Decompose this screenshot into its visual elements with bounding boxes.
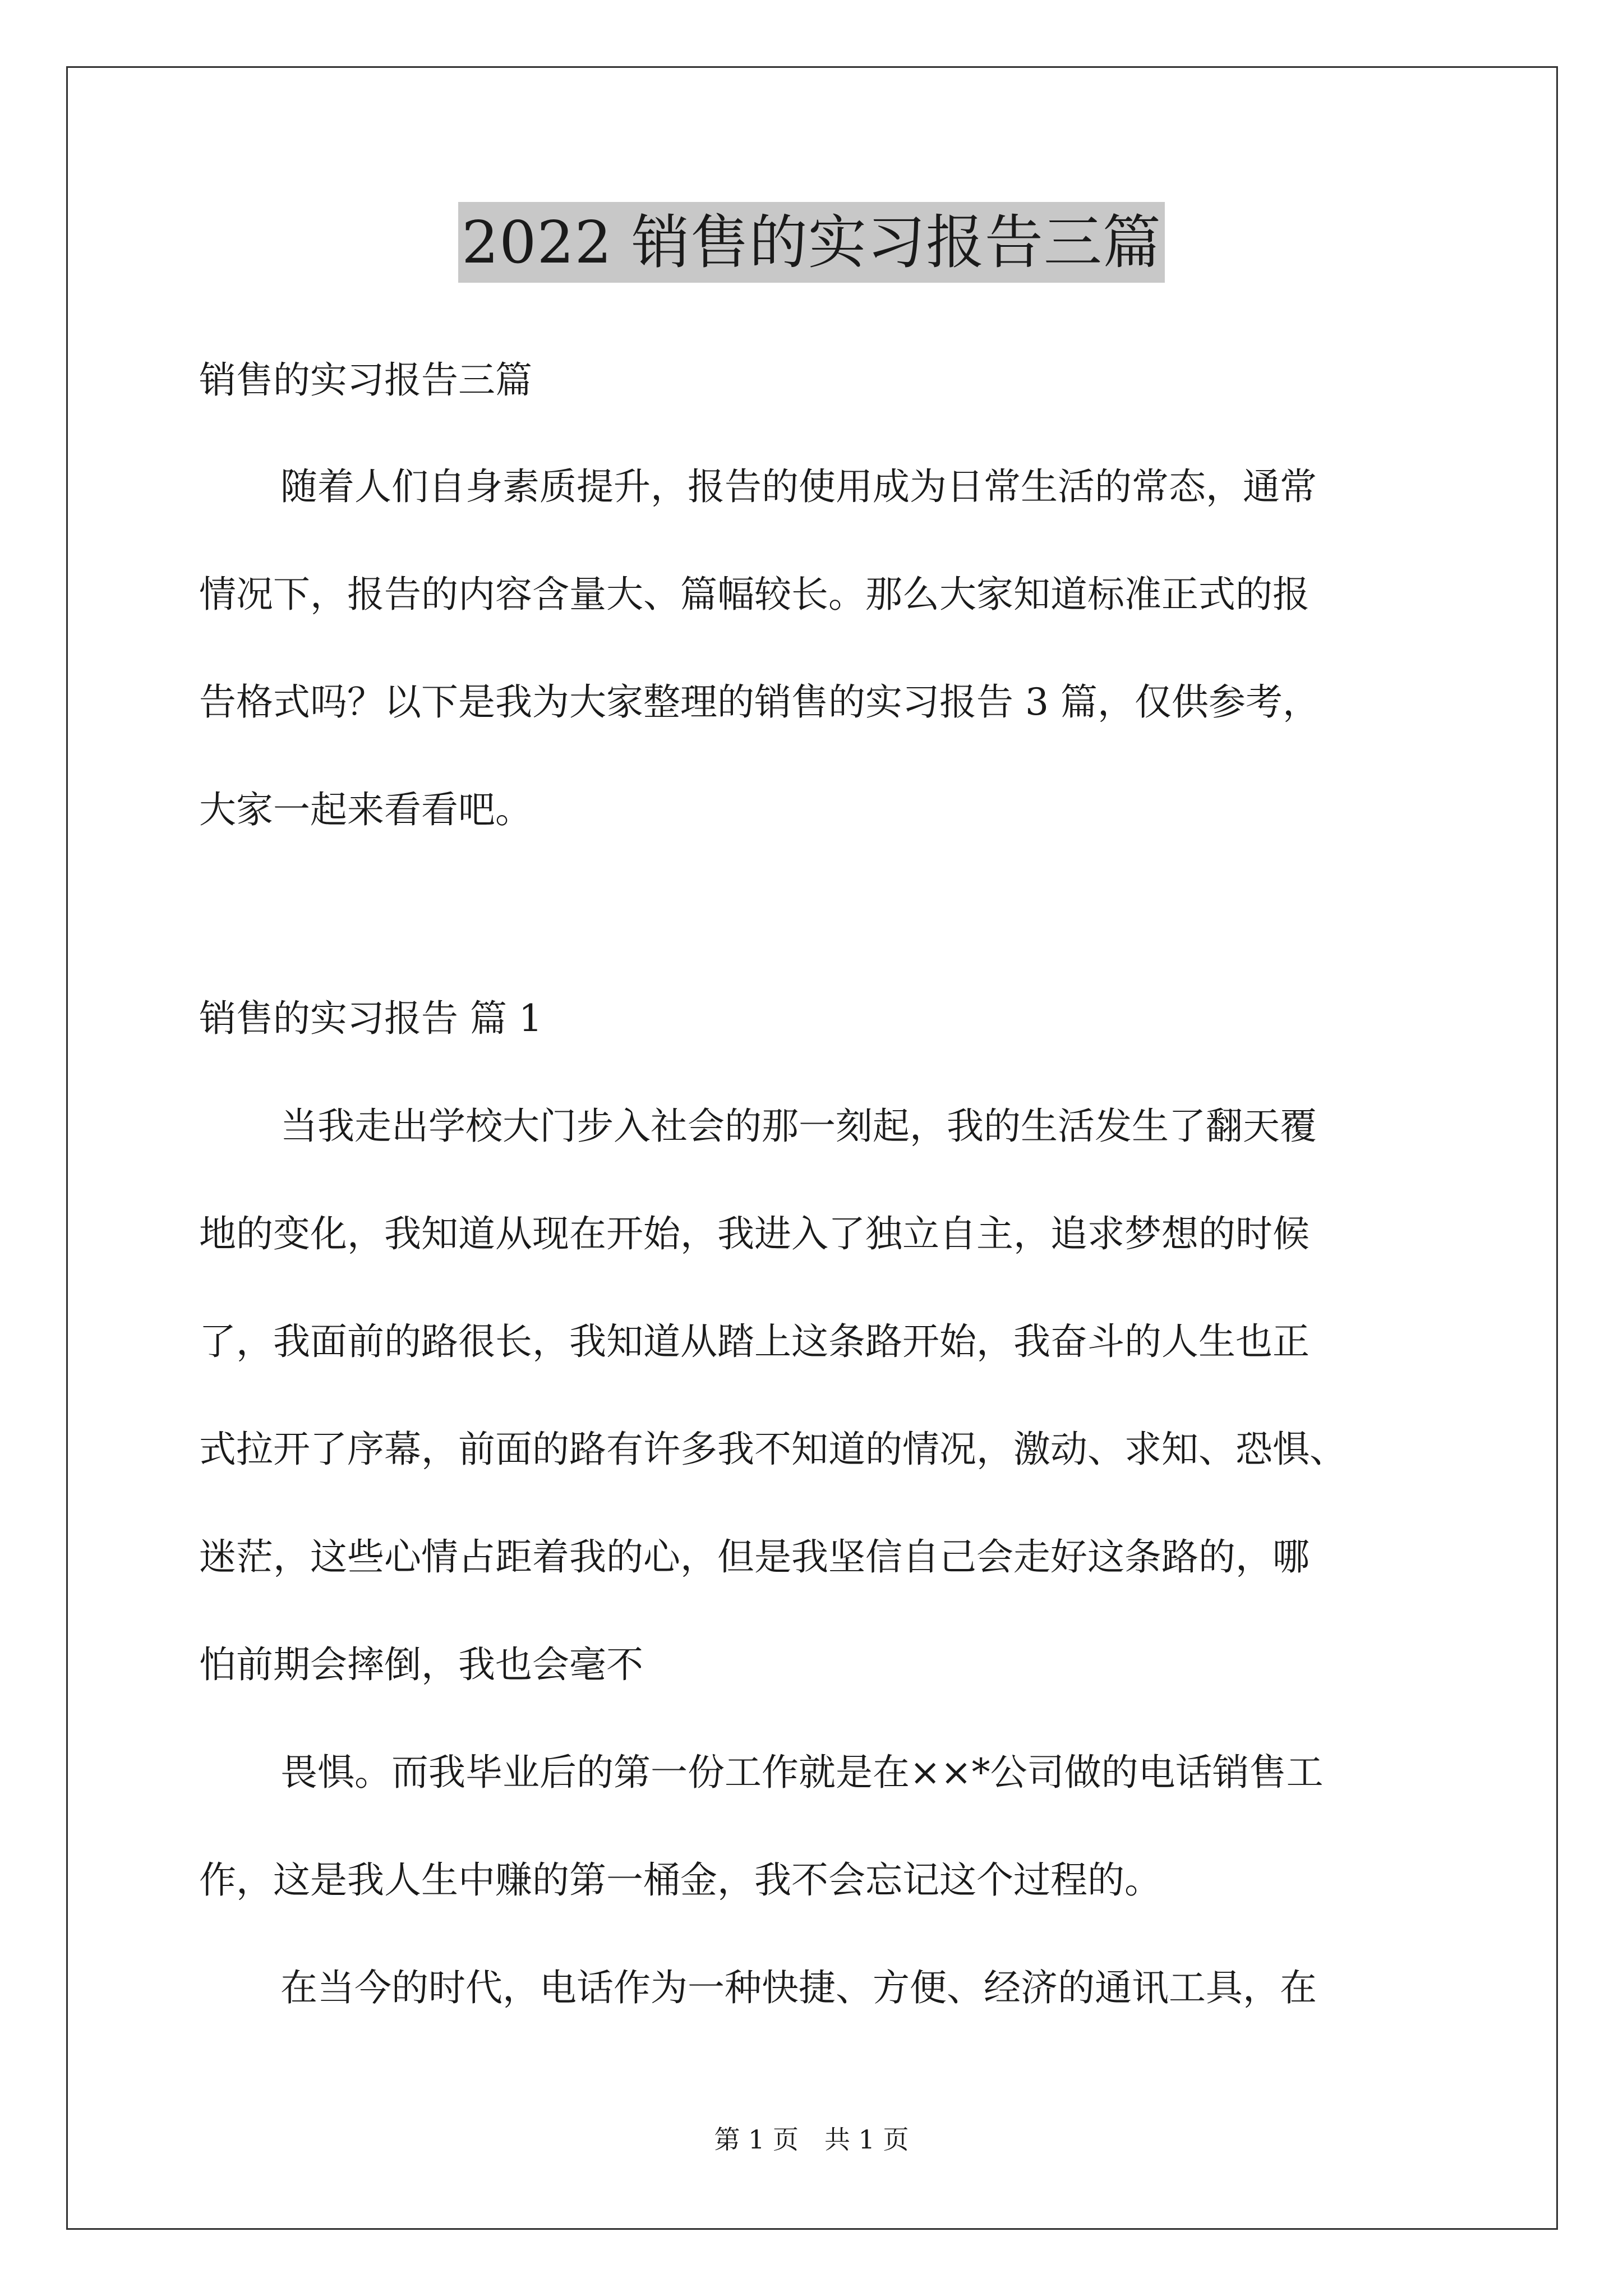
section-heading: 销售的实习报告 篇 1 xyxy=(199,997,542,1040)
paragraph-line: 地的变化，我知道从现在开始，我进入了独立自主，追求梦想的时候 xyxy=(199,1212,1310,1255)
intro-line: 大家一起来看看吧。 xyxy=(199,788,532,831)
subtitle: 销售的实习报告三篇 xyxy=(199,358,532,402)
paragraph-line: 怕前期会摔倒，我也会毫不 xyxy=(199,1643,643,1686)
paragraph-line: 畏惧。而我毕业后的第一份工作就是在××*公司做的电话销售工 xyxy=(280,1751,1324,1794)
page-footer: 第 1 页 共 1 页 xyxy=(714,2124,909,2155)
intro-line: 随着人们自身素质提升，报告的使用成为日常生活的常态，通常 xyxy=(280,465,1317,508)
paragraph-line: 作，这是我人生中赚的第一桶金，我不会忘记这个过程的。 xyxy=(199,1858,1161,1902)
paragraph-line: 式拉开了序幕，前面的路有许多我不知道的情况，激动、求知、恐惧、 xyxy=(199,1428,1347,1471)
title-container xyxy=(0,202,1623,283)
intro-line: 情况下，报告的内容含量大、篇幅较长。那么大家知道标准正式的报 xyxy=(199,573,1310,616)
paragraph-line: 在当今的时代，电话作为一种快捷、方便、经济的通讯工具，在 xyxy=(280,1966,1317,2009)
paragraph-line: 了，我面前的路很长，我知道从踏上这条路开始，我奋斗的人生也正 xyxy=(199,1320,1310,1363)
intro-line: 告格式吗？以下是我为大家整理的销售的实习报告 3 篇，仅供参考， xyxy=(199,680,1320,724)
paragraph-line: 迷茫，这些心情占距着我的心，但是我坚信自己会走好这条路的，哪 xyxy=(199,1535,1310,1579)
page-title: 2022 销售的实习报告三篇 xyxy=(458,202,1165,283)
paragraph-line: 当我走出学校大门步入社会的那一刻起，我的生活发生了翻天覆 xyxy=(280,1105,1317,1148)
